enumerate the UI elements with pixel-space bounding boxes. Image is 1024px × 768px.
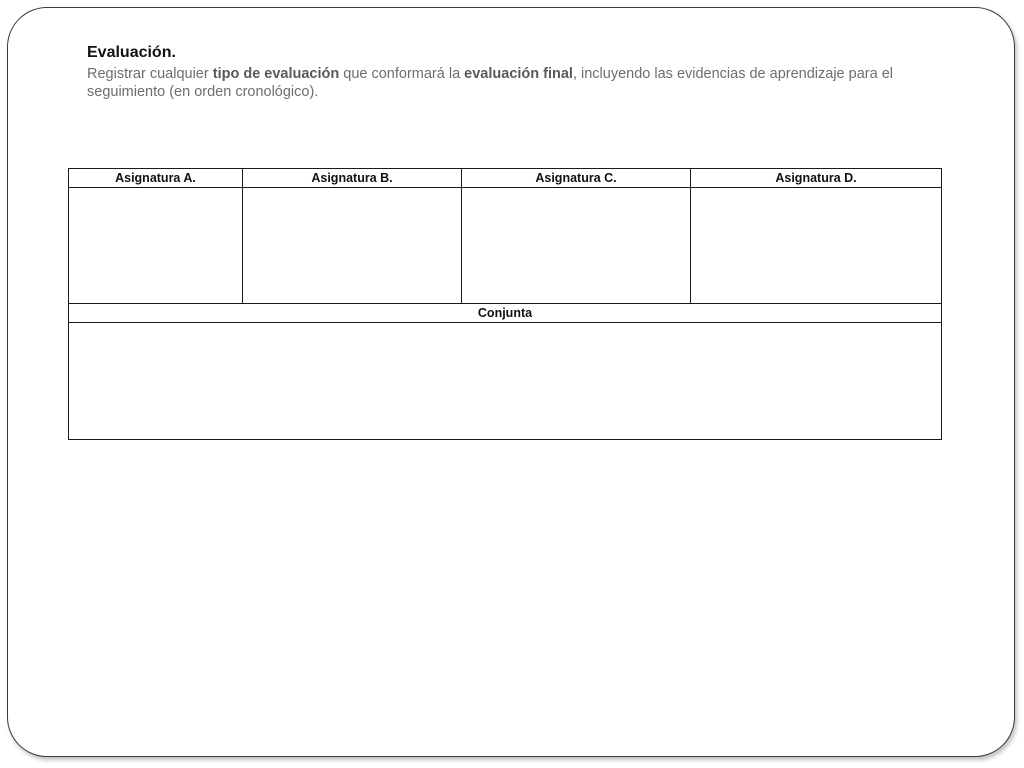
section-title: Evaluación. <box>87 44 176 61</box>
section-description <box>87 65 917 101</box>
cell-asignatura-b[interactable] <box>243 188 462 304</box>
description-text-2: que conformará la <box>339 66 465 82</box>
header-asignatura-d: Asignatura D. <box>691 169 942 188</box>
joint-content-row <box>69 323 942 440</box>
cell-conjunta[interactable] <box>69 323 942 440</box>
description-text-3: , incluyendo las evidencias de aprendizaje para el seguimiento (en orden cronológico). <box>87 66 893 100</box>
header-asignatura-b: Asignatura B. <box>243 169 462 188</box>
description-text-1: Registrar cualquier <box>87 66 213 82</box>
header-asignatura-c: Asignatura C. <box>462 169 691 188</box>
header-conjunta: Conjunta <box>69 304 942 323</box>
subject-content-row <box>69 188 942 304</box>
header-asignatura-a: Asignatura A. <box>69 169 243 188</box>
description-bold-2: evaluación final <box>464 66 573 82</box>
joint-header-row <box>69 304 942 323</box>
subject-header-row <box>69 169 942 188</box>
cell-asignatura-d[interactable] <box>691 188 942 304</box>
evaluation-table <box>68 168 942 440</box>
cell-asignatura-c[interactable] <box>462 188 691 304</box>
cell-asignatura-a[interactable] <box>69 188 243 304</box>
evaluation-intro <box>87 43 917 101</box>
description-bold-1: tipo de evaluación <box>212 66 340 82</box>
